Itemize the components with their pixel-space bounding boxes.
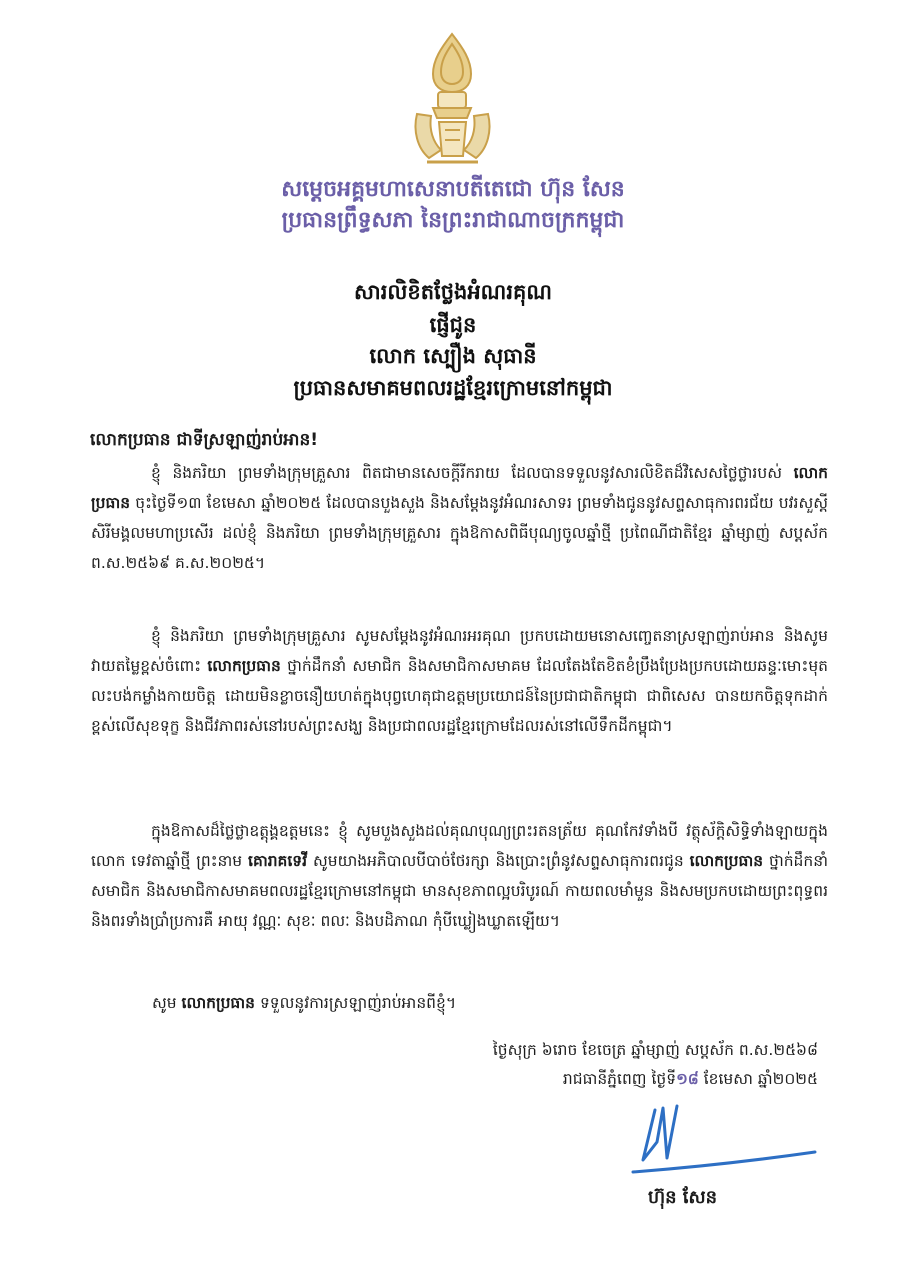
body-paragraph-2: ខ្ញុំ និងភរិយា ព្រមទាំងក្រុមគ្រួសារ សូមសម្តែងនូវអំណរអរគុណ ប្រកបដោយមនោសញ្ចេតនាស្រឡាញ់រាប់អាន និងសូមវាយតម្លៃខ្ពស់ចំពោះ លោកប្រធាន ថ្នាក់ដឹកនាំ សមាជិក និងសមាជិកាសមាគម ដែលតែងតែខិតខំប្រឹងប្រែងប្រកបដោយឆន្ទៈមោះមុត លះបង់កម្លាំងកាយចិត្ត ដោយមិនខ្លាចនឿយហត់ក្នុងបុព្វហេតុជាឧត្តមប្រយោជន៍នៃប្រជាជាតិកម្ពុជា ជាពិសេស បានយកចិត្តទុកដាក់ខ្ពស់លើសុខទុក្ខ និងជីវភាពរស់នៅរបស់ព្រះសង្ឃ និងប្រជាពលរដ្ឋខ្មែរក្រោមដែលរស់នៅលើទឹកដីកម្ពុជា។	[91, 627, 828, 735]
sender-name: សម្តេចអគ្គមហាសេនាបតីតេជោ ហ៊ុន សែន	[281, 177, 625, 202]
royal-emblem-logo	[405, 30, 500, 170]
letter-title: សារលិខិតថ្លែងអំណរគុណ	[354, 280, 552, 304]
solar-date: រាជធានីភ្នំពេញ ថ្ងៃទី១៨ ខែមេសា ឆ្នាំ២០២៥	[562, 1070, 818, 1088]
recipient-position: ប្រធានសមាគមពលរដ្ឋខ្មែរក្រោមនៅកម្ពុជា	[293, 376, 613, 400]
salutation: លោកប្រធាន ជាទីស្រឡាញ់រាប់អាន!	[90, 430, 318, 450]
lunar-date: ថ្ងៃសុក្រ ៦រោច ខែចេត្រ ឆ្នាំម្សាញ់ សប្តស័ក ព.ស.២៥៦៨	[492, 1041, 818, 1059]
sender-position: ប្រធានព្រឹទ្ធសភា នៃព្រះរាជាណាចក្រកម្ពុជា	[281, 208, 625, 233]
signer-name: ហ៊ុន សែន	[647, 1187, 718, 1208]
handwritten-signature	[625, 1098, 825, 1188]
closing-paragraph: សូម លោកប្រធាន ទទួលនូវការស្រឡាញ់រាប់អានពីខ្ញុំ។	[152, 994, 457, 1012]
body-paragraph-1: ខ្ញុំ និងភរិយា ព្រមទាំងក្រុមគ្រួសារ ពិតជាមានសេចក្តីរីករាយ ដែលបានទទួលនូវសារលិខិតដ៏វិសេសថ្លៃថ្លារបស់ លោកប្រធាន ចុះថ្ងៃទី១៣ ខែមេសា ឆ្នាំ២០២៥ ដែលបានបួងសួង និងសម្តែងនូវអំណរសាទរ ព្រមទាំងជូននូវសព្ទសាធុការពរជ័យ បវរសួស្តី សិរីមង្គលមហាប្រសើរ ដល់ខ្ញុំ និងភរិយា ព្រមទាំងក្រុមគ្រួសារ ក្នុងឱកាសពិធីបុណ្យចូលឆ្នាំថ្មី ប្រពៃណីជាតិខ្មែរ ឆ្នាំម្សាញ់ សប្តស័ក ព.ស.២៥៦៩ គ.ស.២០២៥។	[91, 464, 828, 572]
body-paragraph-3: ក្នុងឱកាសដ៏ថ្លៃថ្លាឧត្តុង្គឧត្តមនេះ ខ្ញុំ សូមបួងសួងដល់គុណបុណ្យព្រះរតនត្រ័យ គុណកែវទាំងបី វត្ថុស័ក្តិសិទ្ធិទាំងឡាយក្នុងលោក ទេវតាឆ្នាំថ្មី ព្រះនាម គោរាគទេវី សូមយាងអភិបាលបីបាច់ថែរក្សា និងប្រោះព្រំនូវសព្ទសាធុការពរជូន លោកប្រធាន ថ្នាក់ដឹកនាំ សមាជិក និងសមាជិកាសមាគមពលរដ្ឋខ្មែរក្រោមនៅកម្ពុជា មានសុខភាពល្អបរិបូរណ៍ កាយពលមាំមួន និងសមប្រកបដោយព្រះពុទ្ធពរ និងពរទាំងប្រាំប្រការគឺ អាយុ វណ្ណៈ សុខៈ ពលៈ និងបដិភាណ កុំបីឃ្លៀងឃ្លាតឡើយ។	[91, 822, 828, 930]
letter-addressed-to: ផ្ញើជូន	[429, 313, 477, 337]
recipient-name: លោក ស្បឿង សុធានី	[369, 344, 537, 368]
